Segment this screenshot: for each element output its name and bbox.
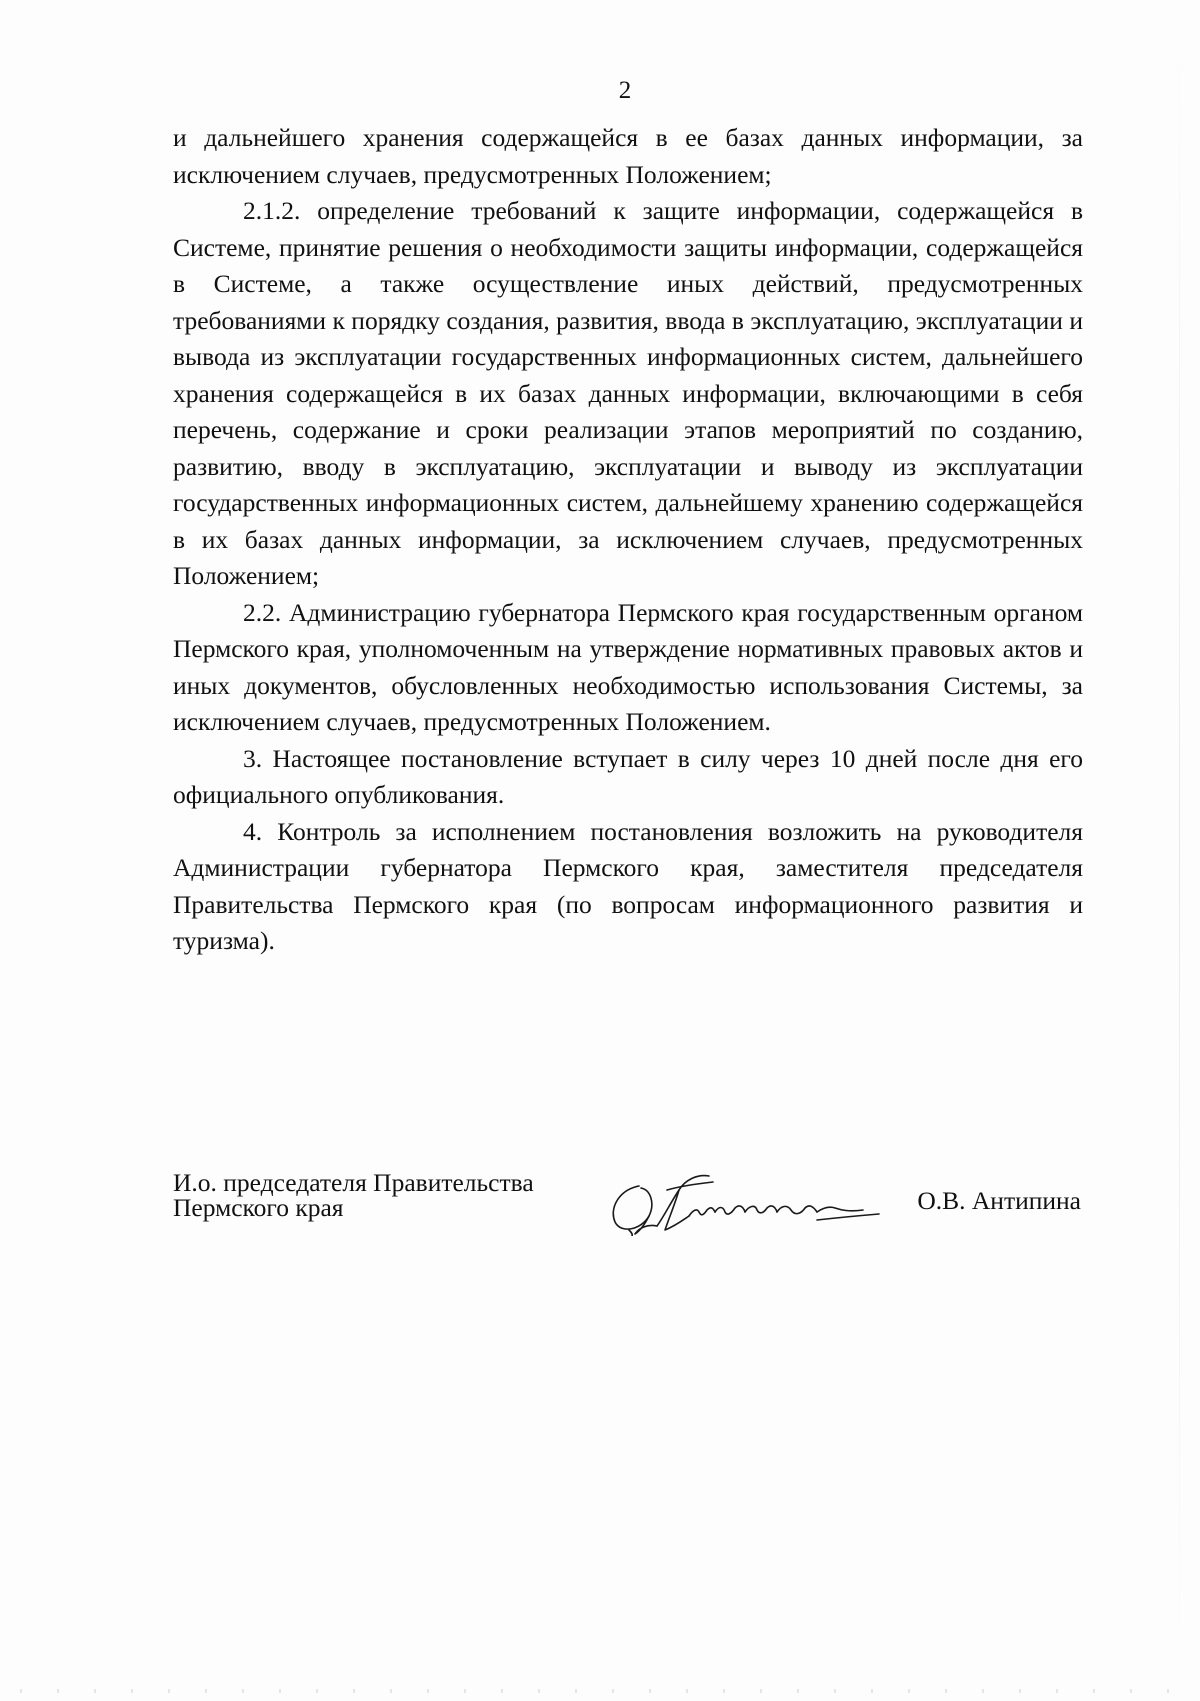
signature-block — [173, 1170, 1083, 1260]
paragraph-continuation: и дальнейшего хранения содержащейся в ее базах данных информации, за исключением случаев, предусмотренных Положением; — [173, 123, 1083, 189]
page-number: 2 — [618, 77, 632, 104]
paragraph-item-2-1-2: 2.1.2. определение требований к защите информации, содержащейся в Системе, принятие решения о необходимости защиты информации, содержащейся в Системе, а также осуществление иных действий, предусмотренных требованиями к порядку создания, развития, ввода в эксплуатацию, эксплуатации и вывода из эксплуатации государственных информационных систем, дальнейшего хранения содержащейся в их базах данных информации, включающими в себя перечень, содержание и сроки реализации этапов мероприятий по созданию, развитию, вводу в эксплуатацию, эксплуатации и выводу из эксплуатации государственных информационных систем, дальнейшему хранению содержащейся в их базах данных информации, за исключением случаев, предусмотренных Положением; — [173, 196, 1083, 590]
paragraph-item-3: 3. Настоящее постановление вступает в силу через 10 дней после дня его официального опубликования. — [173, 743, 1083, 809]
document-body — [173, 120, 1083, 960]
signatory-title-line-2: Пермского края — [173, 1193, 344, 1222]
paragraph-item-4: 4. Контроль за исполнением постановления возложить на руководителя Администрации губернатора Пермского края, заместителя председателя Правительства Пермского края (по вопросам информационного развития и туризма). — [173, 816, 1083, 955]
signatory-title — [173, 1170, 534, 1220]
signatory-name: О.В. Антипина — [917, 1186, 1081, 1215]
signatory-title-line-1: И.о. председателя Правительства — [173, 1168, 534, 1197]
scan-edge-shadow — [1179, 0, 1180, 1701]
handwritten-signature — [605, 1164, 895, 1236]
paragraph-item-2-2: 2.2. Администрацию губернатора Пермского края государственным органом Пермского края, уполномоченным на утверждение нормативных правовых актов и иных документов, обусловленных необходимостью использования Системы, за исключением случаев, предусмотренных Положением. — [173, 597, 1083, 736]
scan-bottom-specks — [20, 1689, 1180, 1693]
